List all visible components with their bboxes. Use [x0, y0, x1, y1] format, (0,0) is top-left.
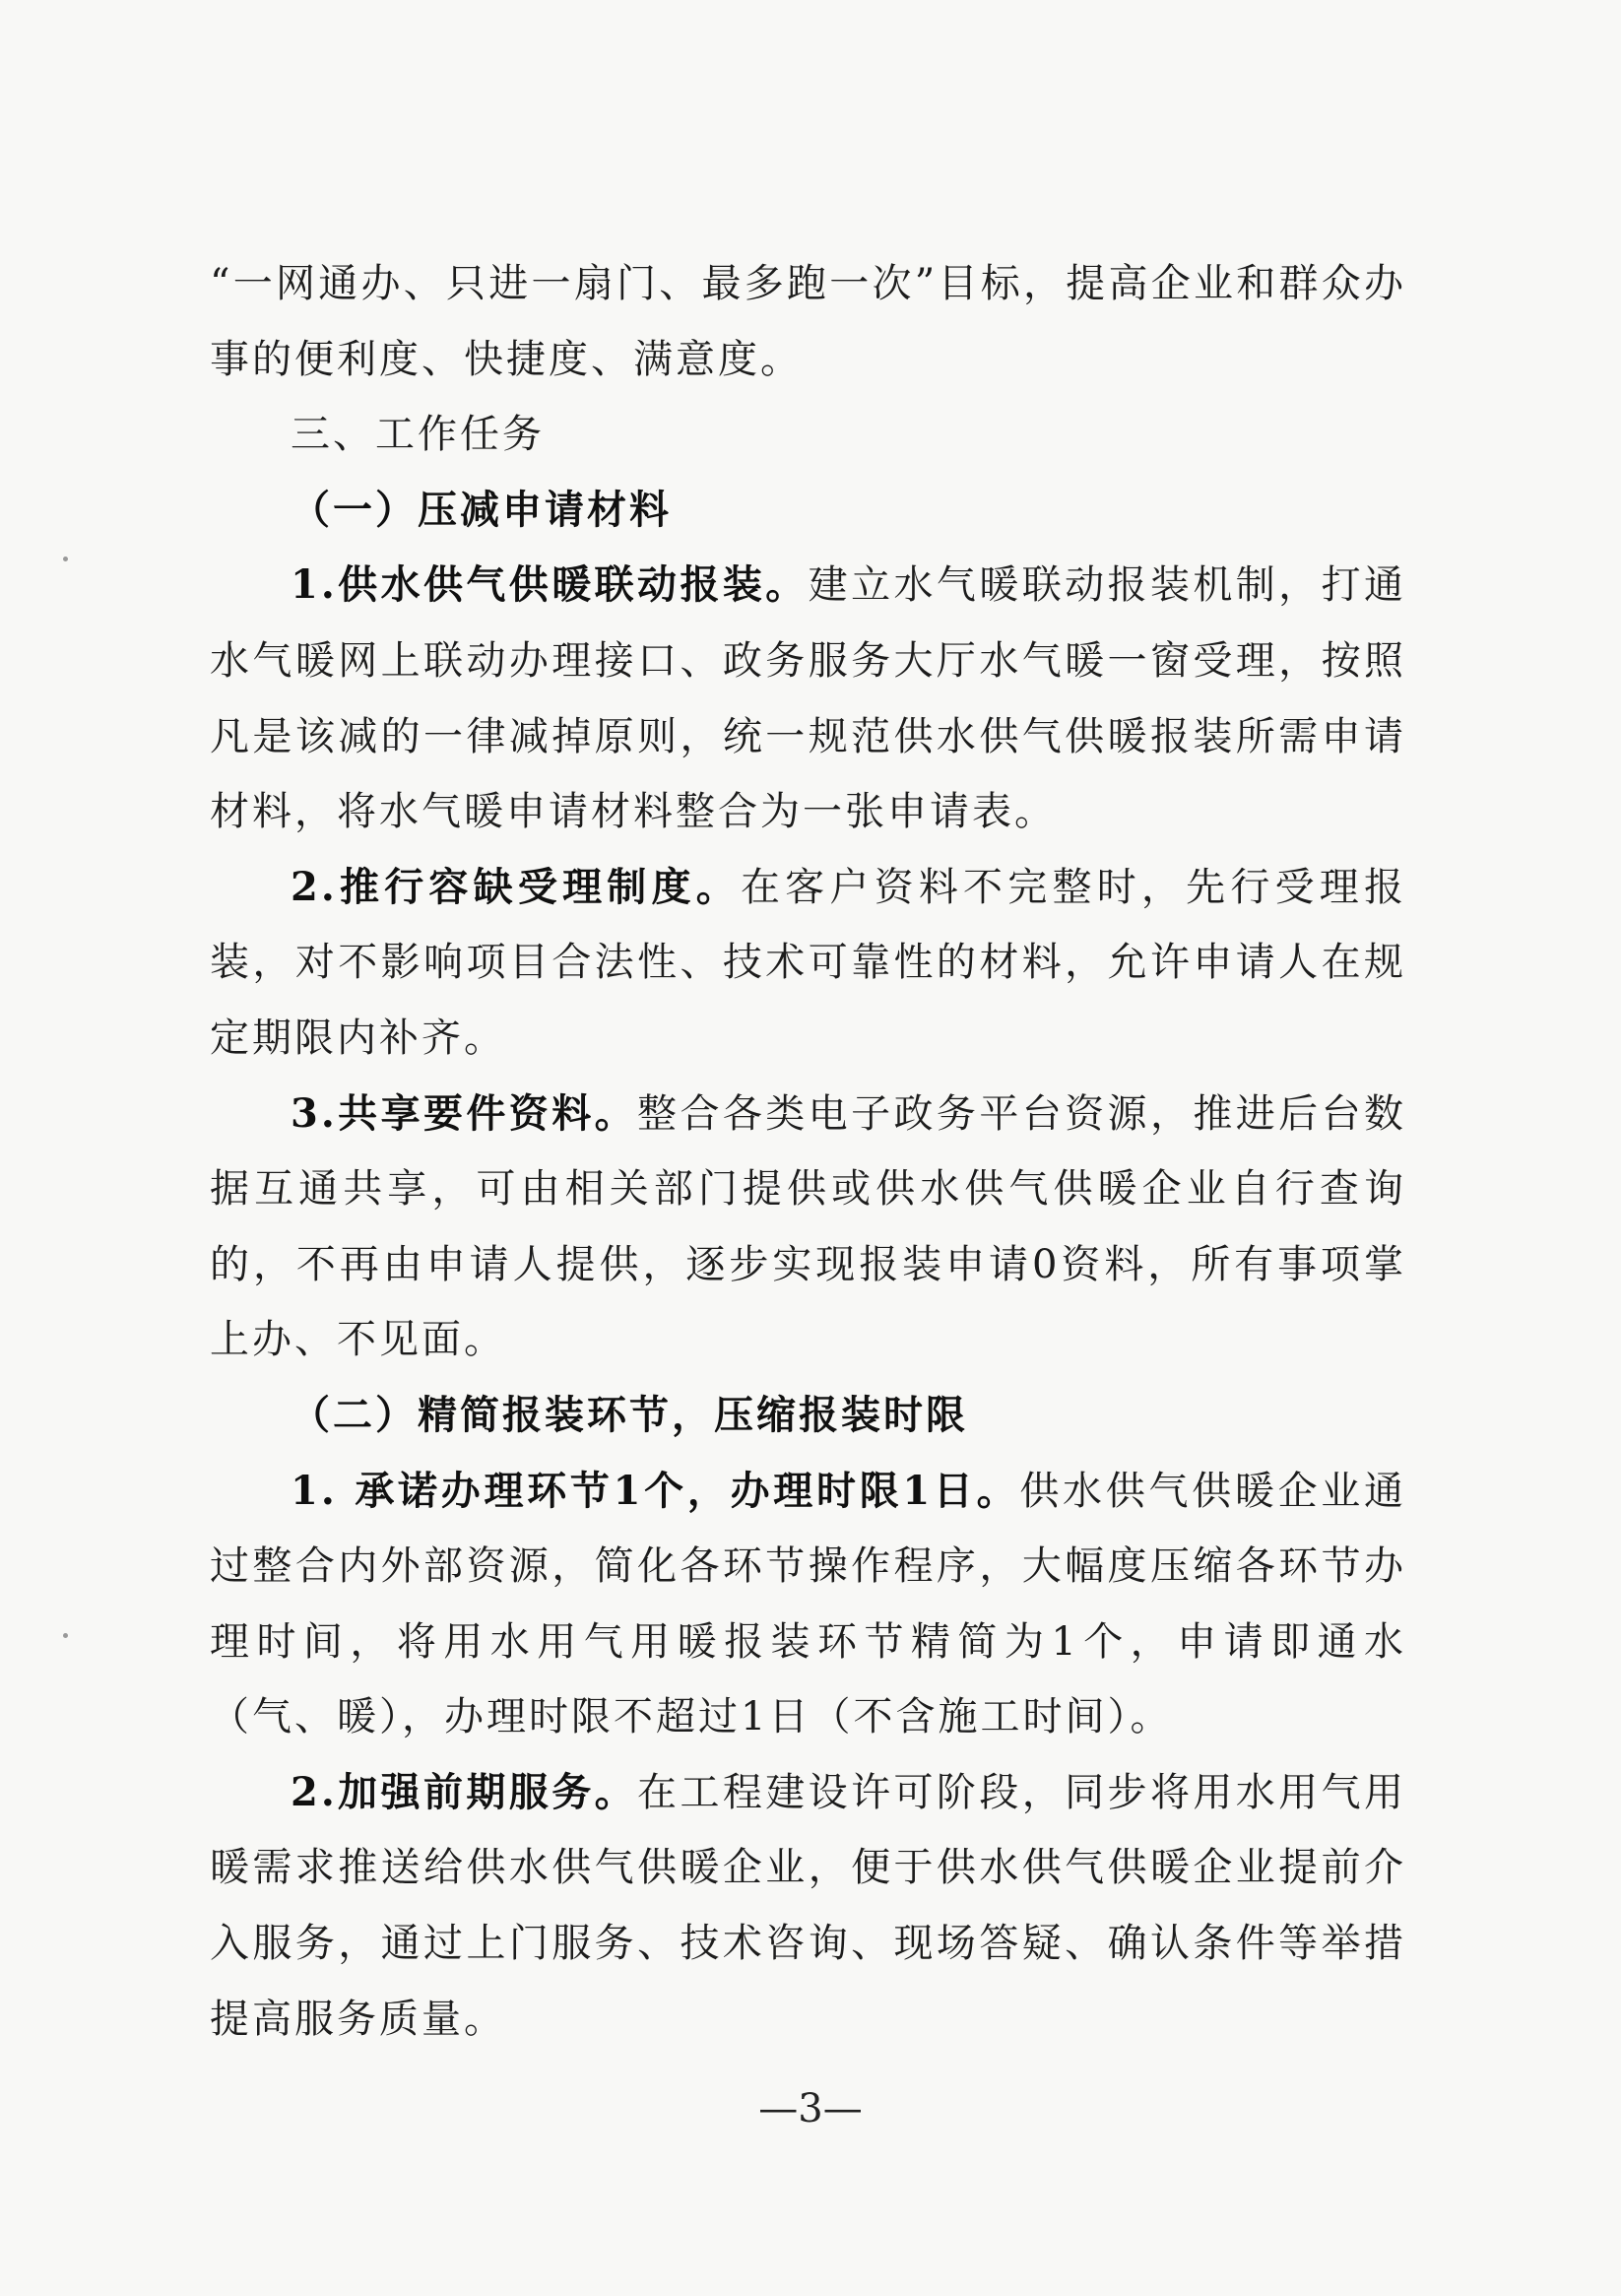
- paragraph-early-service: [210, 1755, 1406, 2057]
- paragraph-goal-continuation: [210, 246, 1406, 397]
- paragraph-one-step-one-day: [210, 1454, 1406, 1755]
- paragraph-joint-installation: [210, 548, 1406, 849]
- paragraph-text: “一网通办、只进一扇门、最多跑一次”目标，提高企业和群众办事的便利度、快捷度、满意度。: [210, 261, 1406, 382]
- paragraph-tolerance-acceptance: [210, 850, 1406, 1077]
- item-title: 3.共享要件资料。: [291, 1089, 638, 1137]
- scan-artifact-dot: [63, 1633, 68, 1638]
- subsection-heading-reduce-materials: [210, 473, 1406, 549]
- document-body: [210, 246, 1406, 2057]
- paragraph-text: 在工程建设许可阶段，同步将用水用气用暖需求推送给供水供气供暖企业，便于供水供气供暖企业提前介入服务，通过上门服务、技术咨询、现场答疑、确认条件等举措提高服务质量。: [210, 1769, 1407, 2042]
- paragraph-text: 整合各类电子政务平台资源，推进后台数据互通共享，可由相关部门提供或供水供气供暖企业自行查询的，不再由申请人提供，逐步实现报装申请0资料，所有事项掌上办、不见面。: [210, 1090, 1407, 1363]
- item-title: 1.供水供气供暖联动报装。: [291, 561, 809, 609]
- item-title: 1. 承诺办理环节1个，办理时限1日。: [291, 1467, 1020, 1514]
- paragraph-text: 供水供气供暖企业通过整合内外部资源，简化各环节操作程序，大幅度压缩各环节办理时间，将用水用气用暖报装环节精简为1个，申请即通水（气、暖），办理时限不超过1日（不含施工时间）。: [210, 1468, 1406, 1740]
- page-number: —3—: [758, 2086, 863, 2132]
- subsection-heading-simplify-steps: [210, 1378, 1406, 1454]
- paragraph-text: 在客户资料不完整时，先行受理报装，对不影响项目合法性、技术可靠性的材料，允许申请人在规定期限内补齐。: [210, 864, 1407, 1061]
- section-heading-text: 三、工作任务: [291, 412, 545, 458]
- item-title: 2.加强前期服务。: [291, 1768, 638, 1815]
- section-heading-work-tasks: [210, 397, 1406, 473]
- paragraph-text: 建立水气暖联动报装机制，打通水气暖网上联动办理接口、政务服务大厅水气暖一窗受理，按照凡是该减的一律减掉原则，统一规范供水供气供暖报装所需申请材料，将水气暖申请材料整合为一张申请表。: [210, 562, 1406, 835]
- subsection-heading-text: （二）精简报装环节，压缩报装时限: [291, 1391, 968, 1438]
- scan-artifact-dot: [63, 557, 68, 561]
- item-title: 2.推行容缺受理制度。: [291, 863, 741, 910]
- subsection-heading-text: （一）压减申请材料: [291, 486, 672, 533]
- paragraph-share-documents: [210, 1077, 1406, 1378]
